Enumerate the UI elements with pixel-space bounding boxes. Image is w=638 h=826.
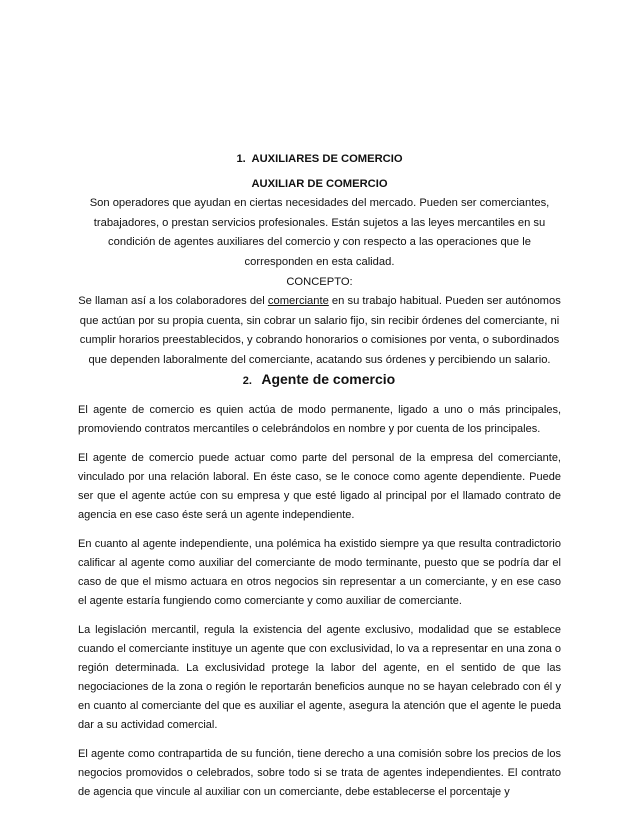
section-title: Agente de comercio — [261, 371, 396, 387]
section-heading-1 — [78, 150, 561, 170]
concept-text-end: en su trabajo habitual. Pueden ser autónomos que actúan por su propia cuenta, sin cobrar un salario fijo, sin recibir órdenes del comerciante, ni cumplir horarios preestablecidos, y cobrando honorarios o comisiones por venta, o subordinados que dependen laboralmente del comerciante, acatando sus órdenes y percibiendo un salario. — [79, 295, 561, 366]
intro-paragraph: Son operadores que ayudan en ciertas necesidades del mercado. Pueden ser comerciantes, trabajadores, o prestan servicios profesionales. Están sujetos a las leyes mercantiles en su condición de agentes auxiliares del comercio y con respecto a las operaciones que le corresponden en esta calidad. — [89, 197, 550, 268]
section-agente-body — [78, 401, 561, 812]
comerciante-link[interactable]: comerciante — [267, 295, 329, 308]
body-paragraph: El agente de comercio es quien actúa de modo permanente, ligado a uno o más principales, promoviendo contratos mercantiles o celebrándolos en nombre y por cuenta de los principales. — [78, 404, 561, 435]
section-title: AUXILIARES DE COMERCIO — [251, 153, 403, 165]
concept-label: CONCEPTO: — [286, 275, 353, 288]
section-number: 1. — [236, 153, 246, 165]
body-paragraph: El agente de comercio puede actuar como parte del personal de la empresa del comerciante, vinculado por una relación laboral. En éste caso, se le conoce como agente dependiente. Puede ser que el agente actúe con su empresa y que esté ligado al principal por el llamado contrato de agencia en ese caso éste será un agente independiente. — [78, 452, 561, 521]
section-auxiliares — [78, 150, 561, 371]
concept-text-start: Se llaman así a los colaboradores del — [78, 295, 268, 308]
section-number: 2. — [242, 375, 252, 387]
concept-paragraph — [78, 292, 561, 370]
section-subtitle: AUXILIAR DE COMERCIO — [251, 177, 388, 190]
body-paragraph: El agente como contrapartida de su función, tiene derecho a una comisión sobre los precios de los negocios promovidos o celebrados, sobre todo si se trata de agentes independientes. El contrato de agencia que vincule al auxiliar con un comerciante, debe establecerse el porcentaje y — [78, 748, 561, 798]
body-paragraph: En cuanto al agente independiente, una polémica ha existido siempre ya que resulta contradictorio calificar al agente como auxiliar del comerciante de modo terminante, puesto que se podría dar el caso de que el mismo actuara en otros negocios sin representar a un comerciante, y en ese caso el agente estaría fungiendo como comerciante y como auxiliar de comerciante. — [78, 538, 561, 607]
section-heading-2 — [0, 371, 638, 387]
body-paragraph: La legislación mercantil, regula la existencia del agente exclusivo, modalidad que se establece cuando el comerciante instituye un agente que con exclusividad, lo va a representar en una zona o región determinada. La exclusividad protege la labor del agente, en el sentido de que las negociaciones de la zona o región le reportarán beneficios aunque no se hayan celebrado con él y en cuanto al comerciante del que es auxiliar el agente, asegura la atención que el agente le pueda dar a su actividad comercial. — [78, 624, 561, 731]
